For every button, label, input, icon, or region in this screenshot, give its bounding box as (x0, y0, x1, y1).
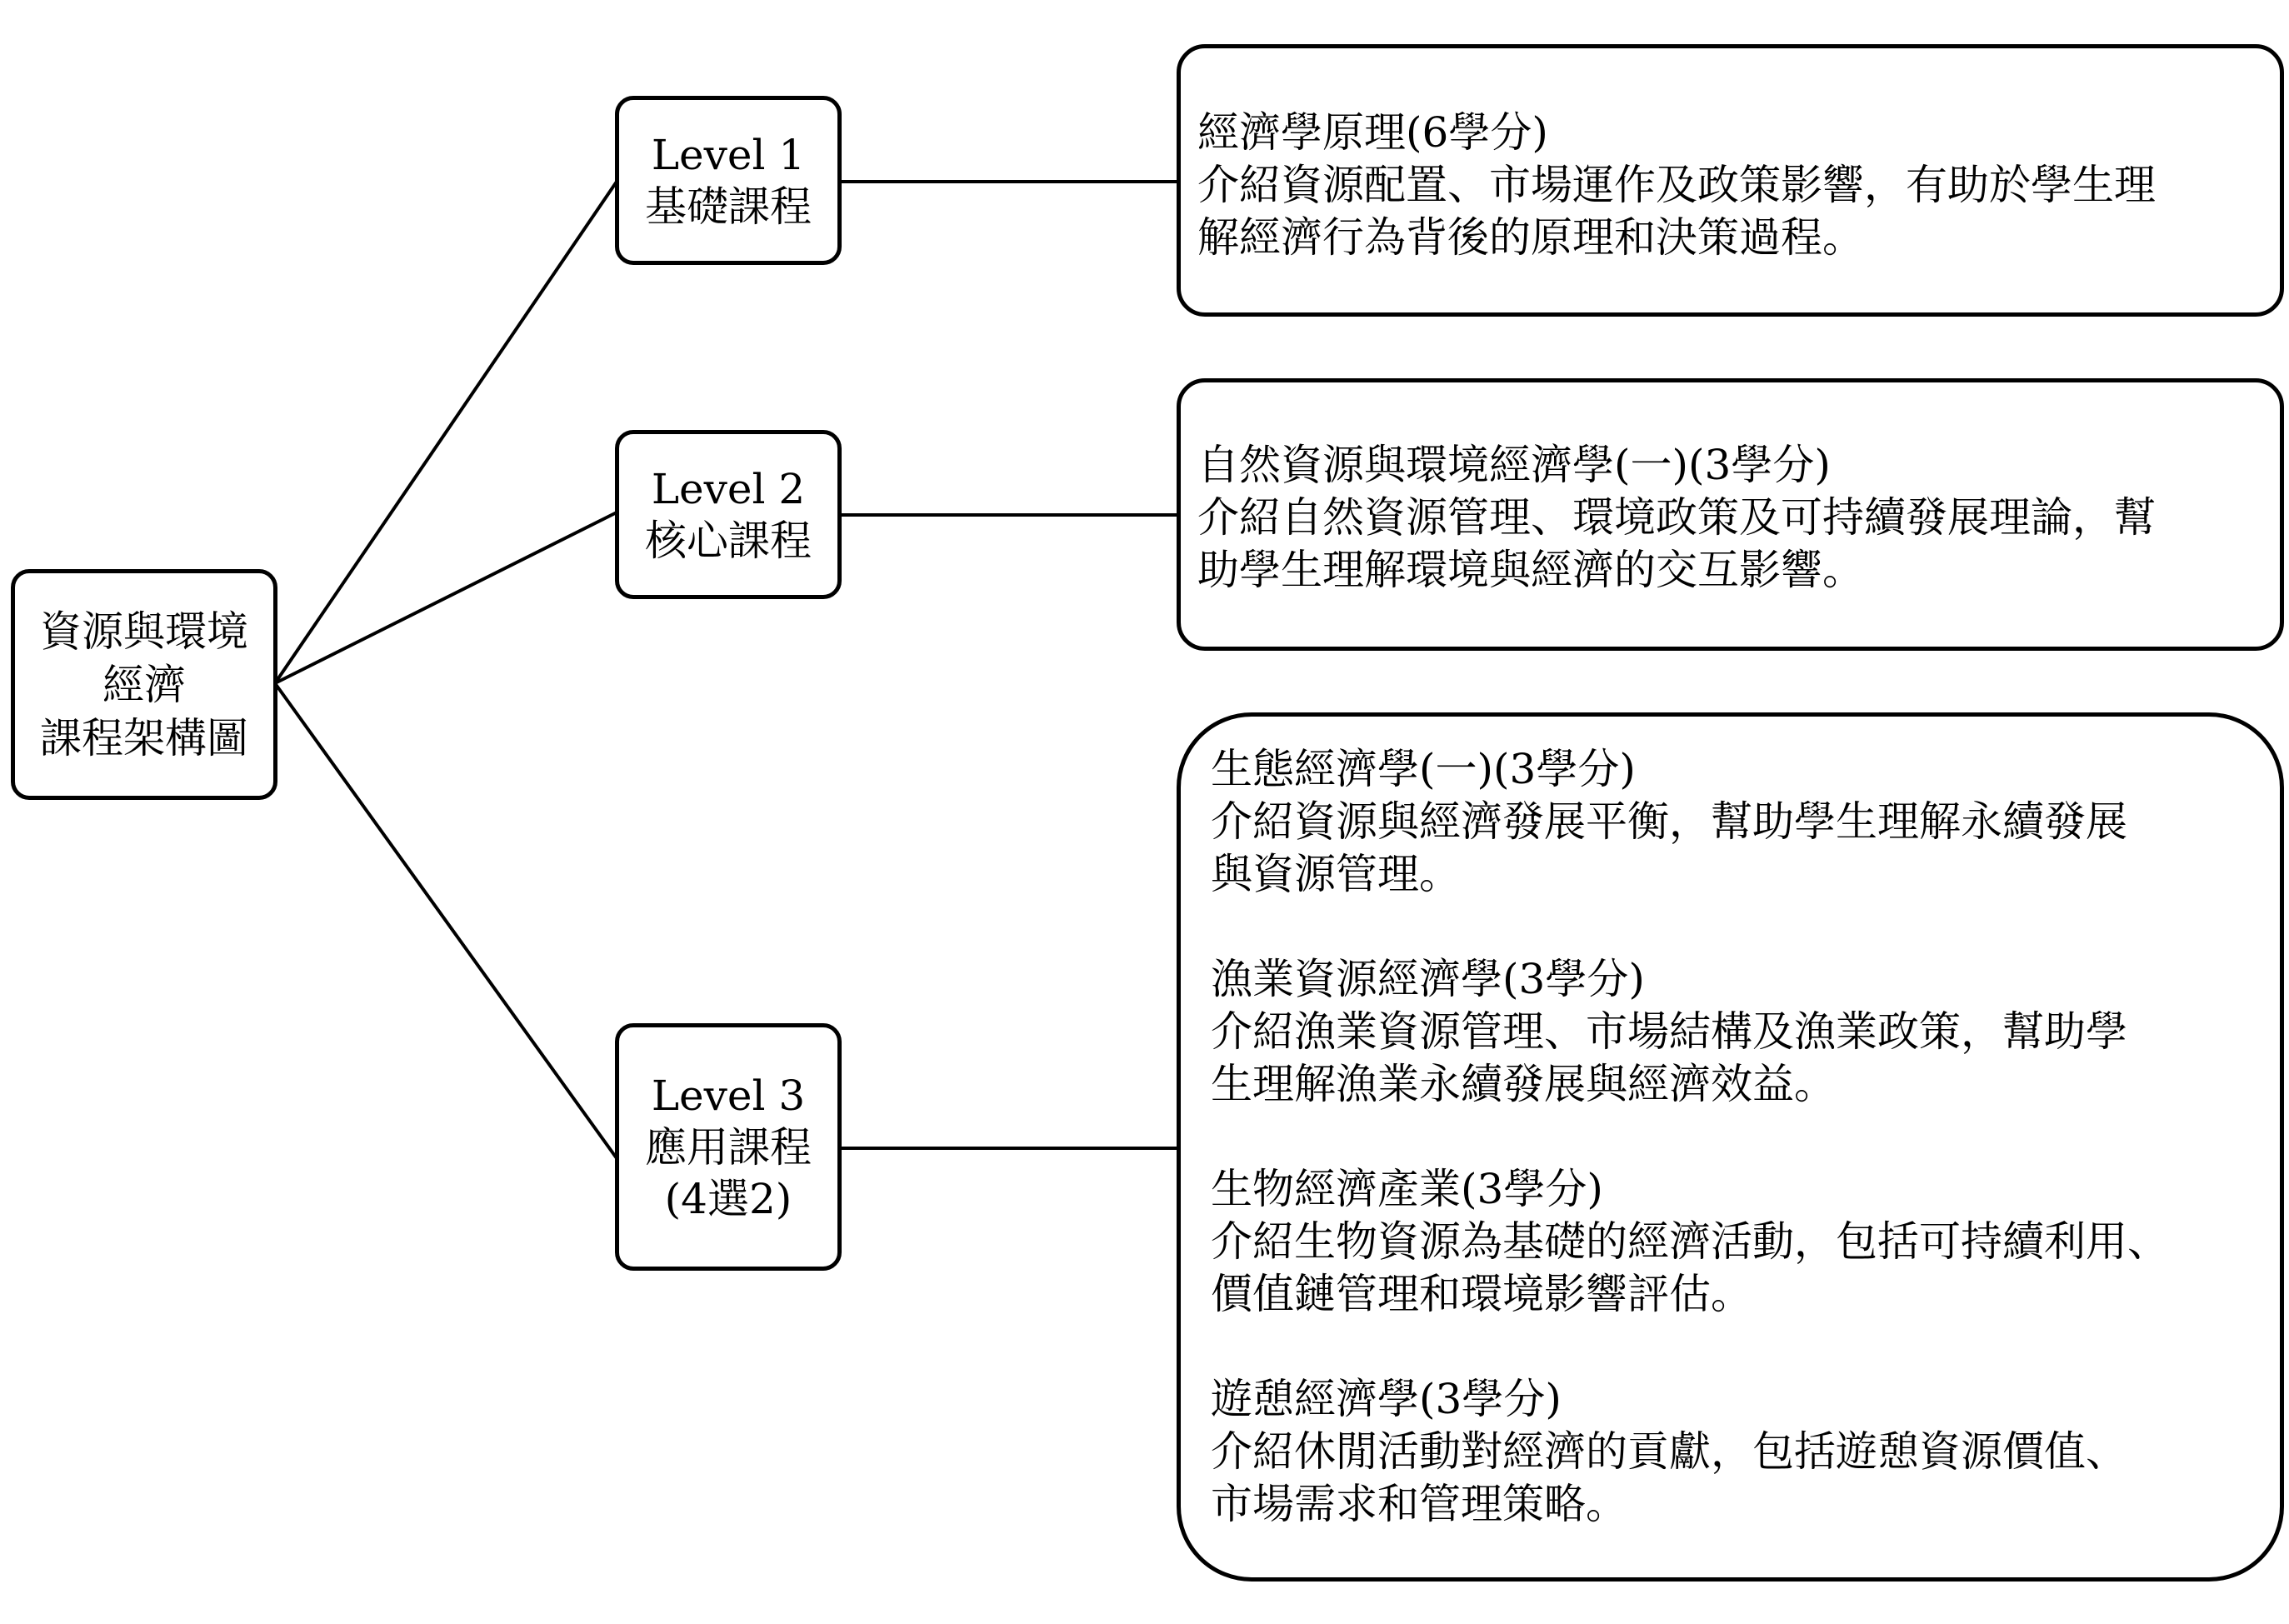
course-title: 生物經濟產業(3學分) (1211, 1165, 1603, 1213)
root-node (11, 569, 277, 800)
level-1-course-box (1177, 44, 2284, 317)
level-2-course-box (1177, 378, 2284, 651)
root-title-line: 資源與環境 (40, 607, 248, 656)
course-item (1211, 953, 2258, 1111)
course-description: 介紹自然資源管理、環境政策及可持續發展理論，幫 助學生理解環境與經濟的交互影響。 (1197, 493, 2156, 594)
course-title: 經濟學原理(6學分) (1197, 108, 1548, 157)
level-3-node (615, 1023, 842, 1271)
level-1-label: Level 1 (651, 130, 806, 179)
root-title-line: 經濟 (102, 660, 186, 709)
course-title: 自然資源與環境經濟學(一)(3學分) (1197, 441, 1831, 489)
course-description: 介紹漁業資源管理、市場結構及漁業政策，幫助學 生理解漁業永續發展與經濟效益。 (1211, 1007, 2127, 1108)
level-2-name: 核心課程 (645, 516, 812, 565)
course-description: 介紹資源與經濟發展平衡，幫助學生理解永續發展 與資源管理。 (1211, 797, 2127, 898)
course-description: 介紹休閒活動對經濟的貢獻，包括遊憩資源價值、 市場需求和管理策略。 (1211, 1427, 2127, 1528)
course-title: 生態經濟學(一)(3學分) (1211, 745, 1636, 793)
course-item (1211, 743, 2258, 901)
level-3-label: Level 3 (651, 1071, 806, 1120)
level-2-label: Level 2 (651, 464, 806, 513)
level-3-note: (4選2) (664, 1174, 792, 1223)
level-1-name: 基礎課程 (645, 182, 812, 231)
root-title-line: 課程架構圖 (40, 713, 248, 762)
course-title: 漁業資源經濟學(3學分) (1211, 955, 1645, 1003)
level-2-node (615, 430, 842, 599)
level-1-node (615, 96, 842, 265)
course-description: 介紹資源配置、市場運作及政策影響，有助於學生理 解經濟行為背後的原理和決策過程。 (1197, 161, 2156, 262)
course-description: 介紹生物資源為基礎的經濟活動，包括可持續利用、 價值鏈管理和環境影響評估。 (1211, 1217, 2169, 1318)
level-3-courses-box (1177, 712, 2284, 1582)
course-title: 遊憩經濟學(3學分) (1211, 1375, 1562, 1423)
course-item (1211, 1163, 2258, 1321)
level-3-name: 應用課程 (645, 1122, 812, 1172)
course-item (1211, 1373, 2258, 1531)
